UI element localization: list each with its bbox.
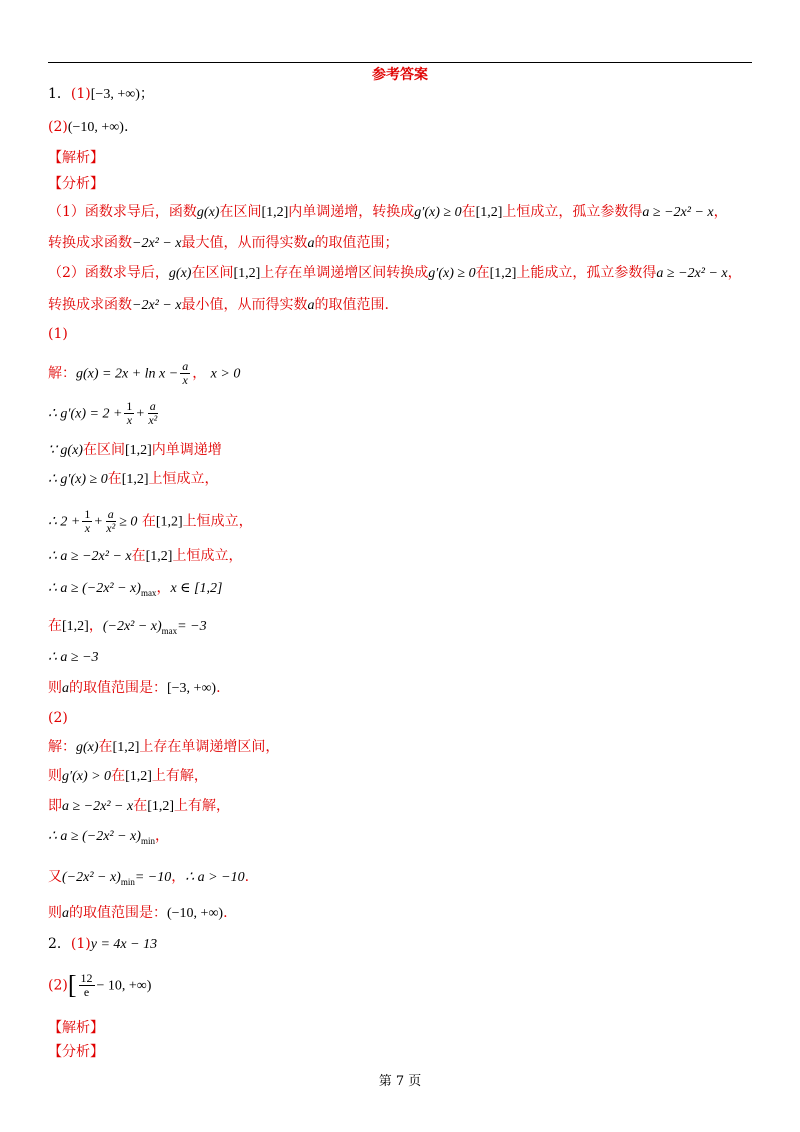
- page-title: 参考答案: [372, 67, 428, 83]
- solution-1-line-8: 在[1,2]，$(-2x^2 - x)_{max}= -3$: [48, 618, 207, 636]
- section-fenxi-2: 【分析】: [48, 1044, 104, 1060]
- page-number: 第 7 页: [378, 1074, 422, 1089]
- solution-2-result: 则a的取值范围是：(−10, +∞).: [48, 905, 228, 921]
- solution-1-line-5: ∴ 2 + $\frac{1}{x}$ + $\frac{a}{\text{x²}}$ ≥ 0 在[1,2]上恒成立，: [48, 507, 253, 535]
- section-jiexi: 【解析】: [48, 150, 104, 166]
- solution-2-line-1: 解：g(x)在[1,2]上存在单调递增区间，: [48, 739, 280, 755]
- solution-1-result: 则a的取值范围是：[−3, +∞).: [48, 680, 221, 696]
- solution-2-line-5: 又$(-2x^2 - x)_{min}= -10$，∴ a > −10.: [48, 869, 250, 887]
- q1-answer-1: 1．(1)[−3, +∞)；: [48, 86, 154, 102]
- solution-1-line-6: ∴ a ≥ −2x² − x在[1,2]上恒成立，: [48, 548, 243, 564]
- q2-answer-1: 2．(1)y = 4x − 13: [48, 936, 158, 952]
- solution-2-line-4: ∴ $a \ge (-2x^2 - x)_{min}$，: [48, 828, 169, 846]
- analysis-line-2: 转换成求函数−2x² − x最大值，从而得实数a的取值范围；: [48, 235, 399, 251]
- part-2-label: (2): [48, 710, 68, 726]
- analysis-line-3: （2）函数求导后，g(x)在区间[1,2]上存在单调递增区间转换成g′(x) ≥ 0在[1,2]上能成立，孤立参数得a ≥ −2x² − x，: [48, 265, 742, 281]
- q1-answer-2: (2)(−10, +∞).: [48, 119, 129, 135]
- solution-1-line-7: ∴ $a \ge (-2x^2 - x)_{max}$，x ∈ [1,2]: [48, 580, 223, 598]
- solution-1-line-1: 解：g(x) = 2x + ln x − $\frac{a}{x}$ ， x > 0: [48, 359, 241, 387]
- analysis-line-1: （1）函数求导后，函数g(x)在区间[1,2]内单调递增，转换成g′(x) ≥ 0在[1,2]上恒成立，孤立参数得a ≥ −2x² − x，: [48, 204, 728, 220]
- header-rule: [48, 62, 752, 63]
- solution-1-line-2: ∴ g′(x) = 2 + $\frac{1}{x}$ + $\frac{a}{\text{x²}}$: [48, 399, 158, 427]
- section-fenxi: 【分析】: [48, 176, 104, 192]
- section-jiexi-2: 【解析】: [48, 1020, 104, 1036]
- solution-1-line-4: ∴ g′(x) ≥ 0在[1,2]上恒成立，: [48, 471, 219, 487]
- solution-1-line-9: ∴ a ≥ −3: [48, 650, 99, 665]
- solution-2-line-3: 即a ≥ −2x² − x在[1,2]上有解，: [48, 798, 231, 814]
- solution-2-line-2: 则g′(x) > 0在[1,2]上有解，: [48, 768, 208, 784]
- part-1-label: (1): [48, 326, 68, 342]
- q2-answer-2: (2)[ $\frac{12}{e}$ − 10, +∞): [48, 970, 152, 1000]
- solution-1-line-3: ∵ g(x)在区间[1,2]内单调递增: [48, 442, 222, 458]
- analysis-line-4: 转换成求函数−2x² − x最小值，从而得实数a的取值范围.: [48, 297, 389, 313]
